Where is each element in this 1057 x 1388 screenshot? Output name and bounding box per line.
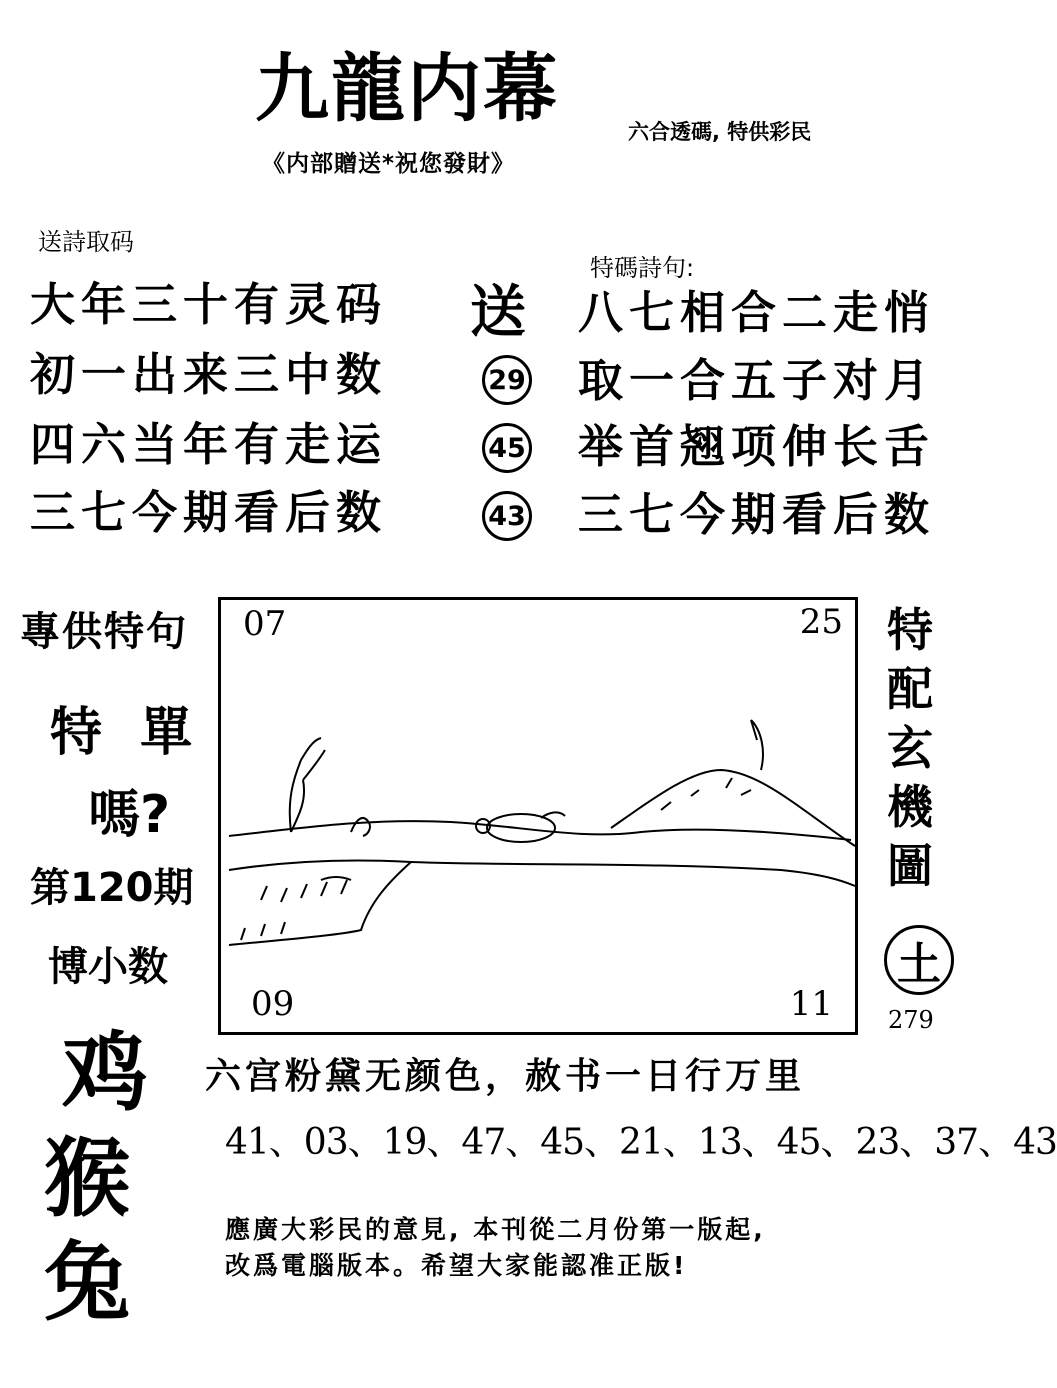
special-phrase-label: 專供特句: [20, 609, 188, 655]
element-earth-badge: 土: [884, 925, 954, 995]
circled-number: 43: [482, 491, 532, 541]
vertical-char: 特: [887, 603, 933, 657]
zodiac-rooster: 鸡: [62, 1022, 148, 1123]
zodiac-monkey: 猴: [44, 1128, 130, 1229]
landscape-illustration: [221, 600, 855, 1032]
vertical-char: 機: [887, 780, 933, 834]
right-poem-line: 取一合五子对月: [578, 354, 936, 407]
riddle-numbers: 41、03、19、47、45、21、13、45、23、37、43: [225, 1122, 1057, 1163]
left-poem-line: 初一出来三中数: [30, 348, 388, 401]
question-label: 嗎?: [88, 785, 171, 845]
left-poem-line: 三七今期看后数: [30, 486, 388, 539]
corner-number-bottom-left: 09: [251, 984, 295, 1024]
right-poem-line: 三七今期看后数: [578, 488, 936, 541]
notice-line: 改爲電腦版本。希望大家能認准正版!: [225, 1251, 688, 1280]
corner-number-top-left: 07: [243, 604, 287, 644]
puzzle-picture-frame: [218, 597, 858, 1035]
left-poem-line: 四六当年有走运: [30, 418, 388, 471]
corner-number-bottom-right: 11: [789, 984, 833, 1024]
right-poem-heading: 特碼詩句:: [590, 254, 695, 282]
right-poem-line: 举首翘项伸长舌: [578, 420, 936, 473]
vertical-char: 配: [887, 662, 933, 716]
zodiac-rabbit: 兔: [44, 1232, 130, 1333]
page-title: 九龍内幕: [255, 46, 559, 132]
left-poem-heading: 送詩取码: [38, 228, 134, 256]
code-number: 279: [888, 1006, 934, 1034]
special-single-label: 特 單: [50, 703, 203, 763]
corner-number-top-right: 25: [799, 602, 843, 642]
bet-small-label: 博小数: [48, 944, 168, 990]
tagline: 六合透碼, 特供彩民: [628, 120, 812, 144]
right-poem-line: 八七相合二走悄: [578, 286, 936, 339]
issue-number: 第120期: [30, 865, 194, 911]
subtitle: 《内部贈送*祝您發財》: [262, 151, 516, 177]
notice-line: 應廣大彩民的意見, 本刊從二月份第一版起,: [225, 1215, 766, 1244]
send-label: 送: [470, 280, 526, 345]
vertical-char: 玄: [887, 721, 933, 775]
circled-number: 29: [482, 355, 532, 405]
riddle-text: 六宫粉黛无颜色，赦书一日行万里: [205, 1056, 806, 1097]
circled-number: 45: [482, 423, 532, 473]
left-poem-line: 大年三十有灵码: [30, 278, 388, 331]
vertical-char: 圖: [887, 839, 933, 893]
